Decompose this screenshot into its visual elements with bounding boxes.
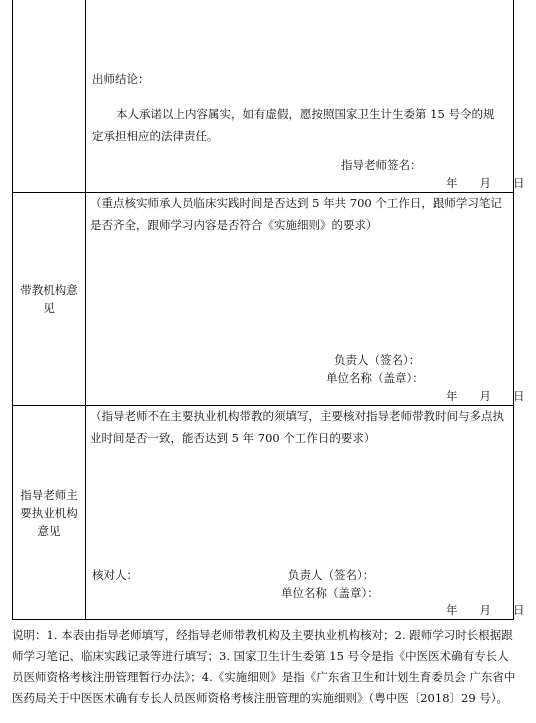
unit-name-label: 单位名称（盖章）：: [281, 586, 379, 600]
date-month: 月: [479, 389, 491, 403]
teaching-institution-content-cell: [86, 193, 525, 405]
checker-label: 核对人：: [92, 568, 138, 582]
conclusion-left-cell: [13, 0, 86, 192]
explanatory-note: 说明：1. 本表由指导老师填写，经指导老师带教机构及主要执业机构核对；2. 跟师学习时长根据跟师学习笔记、临床实践记录等进行填写；3. 国家卫生计生委第 15 号令是指《中医医术确有专长人员医师资格考核注册管理暂行办法》；4.《实施细则》是指《广东省卫生和计划生育委员会 广东省中医药局关于中医医术确有专长人员医师资格考核注册管理的实施细则》（粤中医〔2018〕29 号）。: [12, 628, 516, 705]
unit-name-label: 单位名称（盖章）：: [326, 371, 424, 385]
responsible-person-label: 负责人（签名）：: [288, 568, 375, 582]
form-table: [12, 0, 525, 620]
date-year: 年: [446, 389, 458, 403]
responsible-person-label: 负责人（签名）：: [334, 353, 421, 367]
conclusion-row: [13, 0, 525, 193]
date-month: 月: [479, 176, 491, 190]
date-year: 年: [446, 603, 458, 617]
teaching-institution-row: [13, 193, 525, 406]
date-line: [446, 388, 525, 404]
main-practice-institution-label: 指导老师主要执业机构意见: [20, 487, 78, 538]
main-practice-institution-content-cell: [86, 406, 525, 619]
conclusion-label: 出师结论：: [92, 72, 150, 86]
date-line: [446, 175, 525, 191]
main-practice-institution-row: [13, 406, 525, 619]
date-day: 日: [513, 389, 525, 403]
teaching-institution-description: （重点核实师承人员临床实践时间是否达到 5 年共 700 个工作日，跟师学习笔记是否齐全，跟师学习内容是否符合《实施细则》的要求）: [90, 196, 502, 232]
main-practice-institution-description: （指导老师不在主要执业机构带教的须填写，主要核对指导老师带教时间与多点执业时间是否一致，能否达到 5 年 700 个工作日的要求）: [90, 409, 504, 445]
main-practice-institution-label-cell: [13, 406, 86, 619]
date-day: 日: [513, 176, 525, 190]
date-line: [446, 602, 525, 618]
date-day: 日: [513, 603, 525, 617]
teaching-institution-label-cell: [13, 193, 86, 405]
conclusion-content-cell: [86, 0, 525, 192]
teaching-institution-label: 带教机构意见: [20, 283, 78, 315]
date-month: 月: [479, 603, 491, 617]
promise-text: 本人承诺以上内容属实，如有虚假，愿按照国家卫生计生委第 15 号令的规定承担相应的法律责任。: [92, 107, 495, 143]
teacher-signature-label: 指导老师签名：: [341, 158, 422, 172]
date-year: 年: [446, 176, 458, 190]
